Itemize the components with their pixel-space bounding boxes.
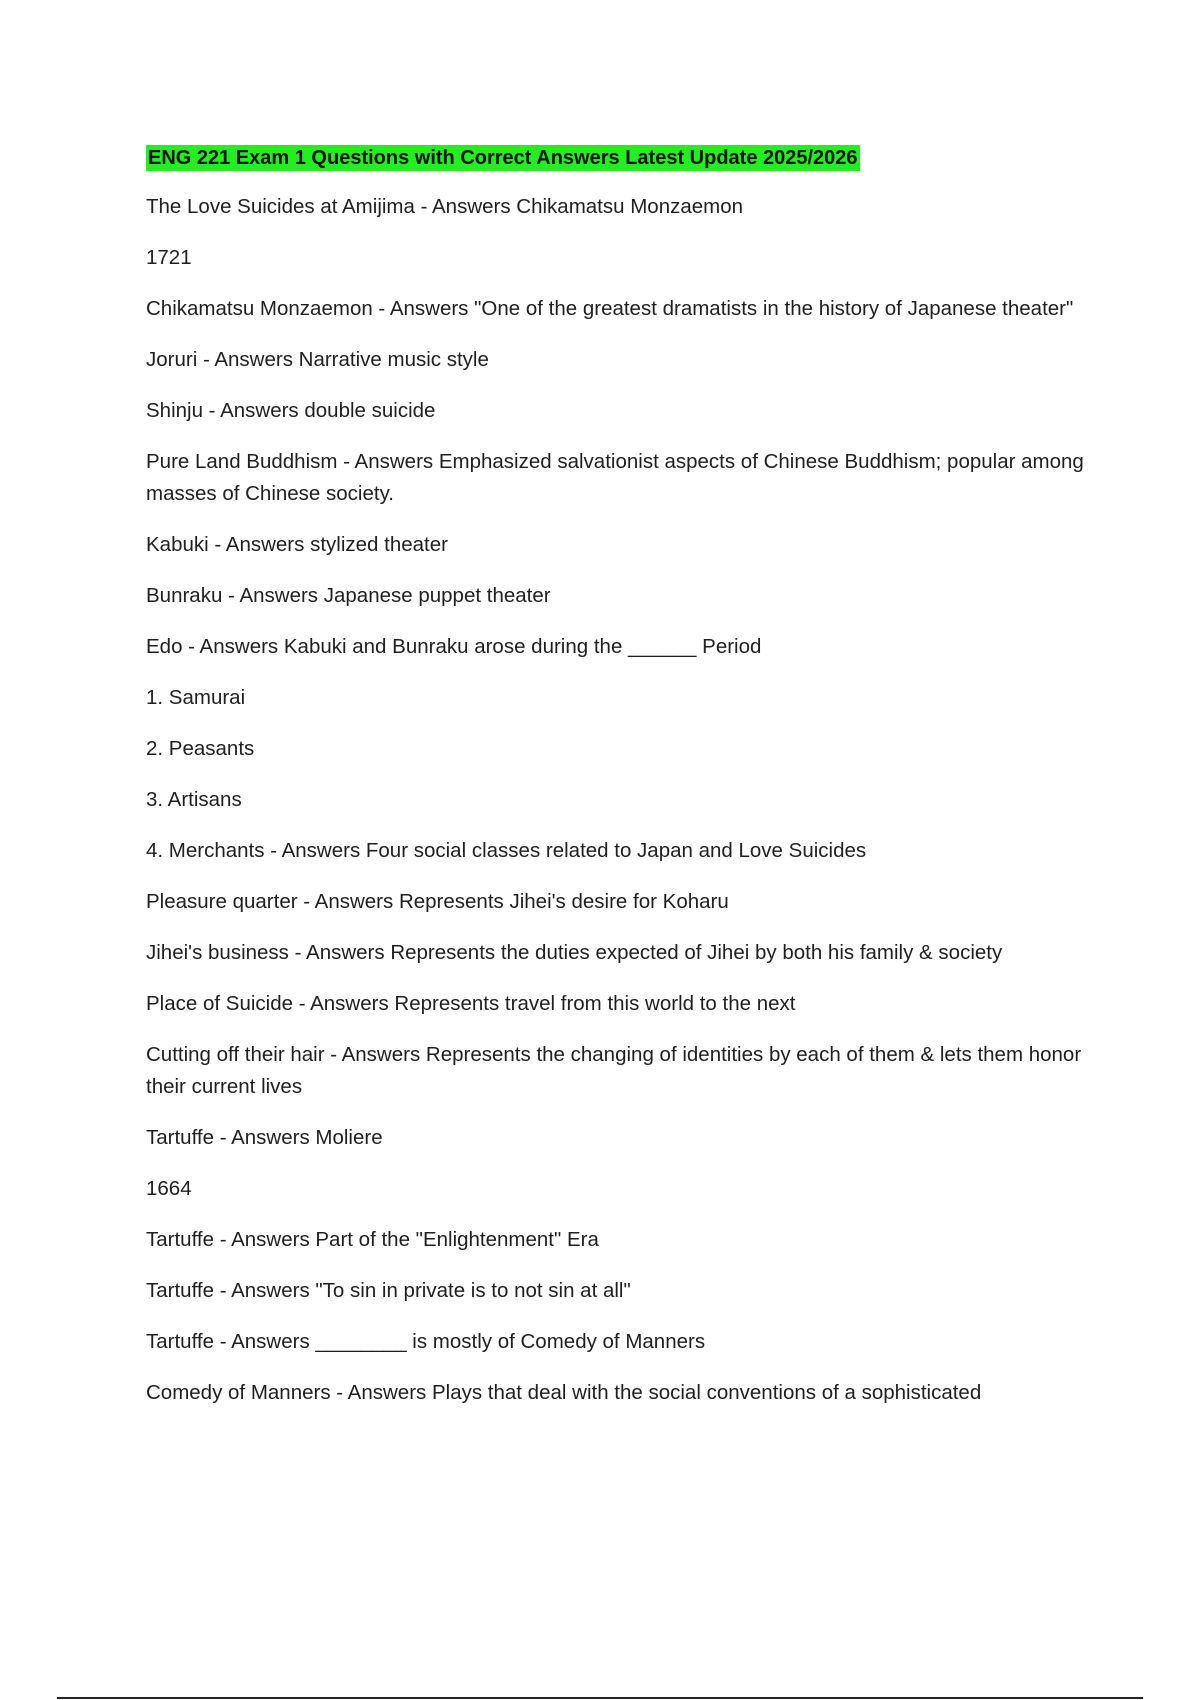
qa-entry: Pure Land Buddhism - Answers Emphasized salvationist aspects of Chinese Buddhism; popular among masses of Chinese society. — [146, 450, 1084, 505]
qa-entry: The Love Suicides at Amijima - Answers Chikamatsu Monzaemon — [146, 195, 744, 218]
qa-entry: Comedy of Manners - Answers Plays that deal with the social conventions of a sophisticated — [146, 1381, 982, 1404]
page-bottom-rule — [57, 1697, 1143, 1699]
qa-entry: Kabuki - Answers stylized theater — [146, 533, 448, 556]
qa-entry: Bunraku - Answers Japanese puppet theater — [146, 584, 551, 607]
qa-entry: 2. Peasants — [146, 737, 255, 760]
document-content — [146, 145, 1086, 1428]
qa-entry: Cutting off their hair - Answers Represents the changing of identities by each of them & lets them honor their current lives — [146, 1043, 1082, 1098]
qa-entry: 1664 — [146, 1177, 192, 1200]
qa-entry: Shinju - Answers double suicide — [146, 399, 436, 422]
qa-entry: Tartuffe - Answers "To sin in private is to not sin at all" — [146, 1279, 631, 1302]
qa-entry: Edo - Answers Kabuki and Bunraku arose during the ______ Period — [146, 635, 762, 658]
qa-entry: Tartuffe - Answers Part of the "Enlightenment" Era — [146, 1228, 599, 1251]
qa-entry: Place of Suicide - Answers Represents travel from this world to the next — [146, 992, 796, 1015]
qa-entry: Pleasure quarter - Answers Represents Jihei's desire for Koharu — [146, 890, 729, 913]
qa-list — [146, 191, 1086, 1409]
qa-entry: 3. Artisans — [146, 788, 242, 811]
qa-entry: Joruri - Answers Narrative music style — [146, 348, 489, 371]
qa-entry: Tartuffe - Answers Moliere — [146, 1126, 383, 1149]
qa-entry: Tartuffe - Answers ________ is mostly of Comedy of Manners — [146, 1330, 706, 1353]
qa-entry: Jihei's business - Answers Represents the duties expected of Jihei by both his family & society — [146, 941, 1003, 964]
qa-entry: Chikamatsu Monzaemon - Answers "One of the greatest dramatists in the history of Japanese theater" — [146, 297, 1074, 320]
qa-entry: 1. Samurai — [146, 686, 246, 709]
qa-entry: 1721 — [146, 246, 192, 269]
document-title: ENG 221 Exam 1 Questions with Correct Answers Latest Update 2025/2026 — [148, 147, 858, 169]
qa-entry: 4. Merchants - Answers Four social classes related to Japan and Love Suicides — [146, 839, 867, 862]
